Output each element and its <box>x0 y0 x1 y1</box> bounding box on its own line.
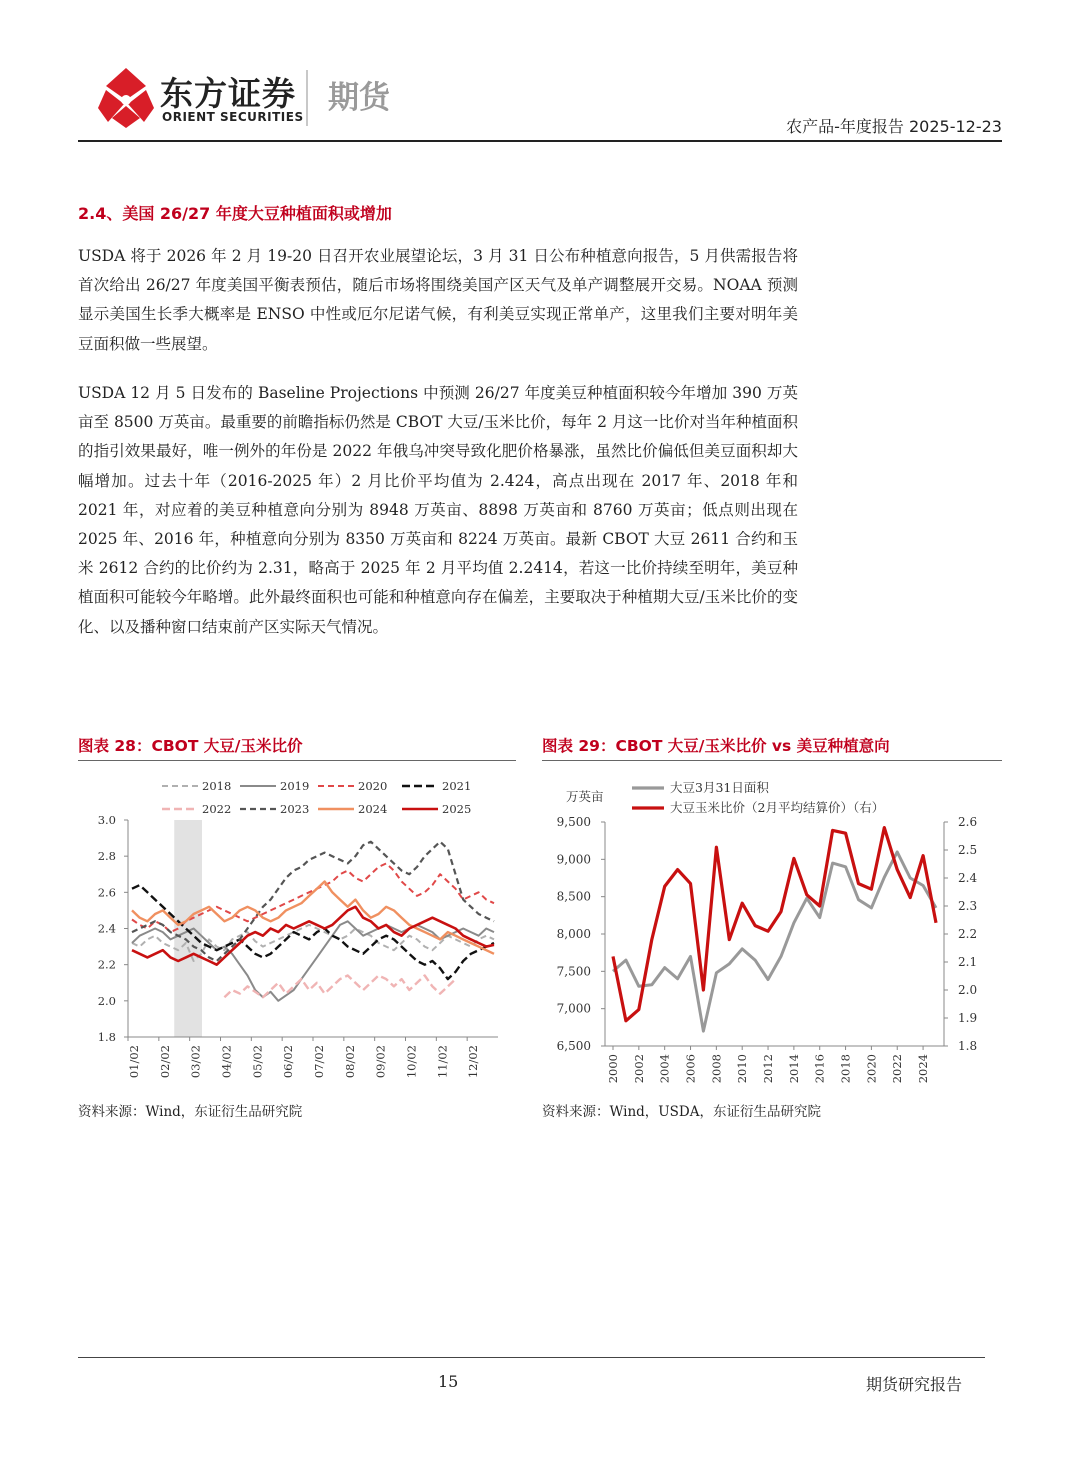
y-right-tick-label: 1.9 <box>958 1011 978 1025</box>
chart-29-plot <box>557 789 978 1083</box>
chart-28-legend <box>162 779 471 816</box>
x-tick-label: 2012 <box>761 1054 776 1084</box>
y-tick-label: 2.0 <box>97 993 116 1008</box>
legend-label-2022: 2022 <box>202 802 232 816</box>
legend-label-2020: 2020 <box>358 779 388 793</box>
y-right-tick-label: 2.4 <box>958 871 978 885</box>
legend-label-2019: 2019 <box>280 779 310 793</box>
header-divider <box>306 70 308 126</box>
y-right-tick-label: 1.8 <box>958 1039 978 1053</box>
x-tick-label: 03/02 <box>188 1045 203 1079</box>
x-tick-label: 2016 <box>812 1054 827 1084</box>
series-line-right <box>613 828 936 1021</box>
x-tick-label: 10/02 <box>404 1045 419 1079</box>
y-left-tick-label: 9,500 <box>556 815 591 829</box>
x-tick-label: 09/02 <box>373 1045 388 1079</box>
x-tick-label: 2000 <box>606 1054 620 1084</box>
chart-29 <box>542 764 1002 1094</box>
x-tick-label: 06/02 <box>281 1045 296 1079</box>
x-tick-label: 04/02 <box>219 1045 234 1079</box>
page-header <box>78 60 1002 142</box>
figure-29-title: 图表 29：CBOT 大豆/玉米比价 vs 美豆种植意向 <box>542 737 890 755</box>
legend-label-2025: 2025 <box>442 802 472 816</box>
y-tick-label: 2.4 <box>97 921 116 936</box>
x-tick-label: 2008 <box>709 1054 724 1084</box>
x-tick-label: 05/02 <box>250 1045 265 1079</box>
legend-label-right: 大豆玉米比价（2月平均结算价）（右） <box>670 800 885 815</box>
y-left-tick-label: 9,000 <box>556 852 591 867</box>
y-right-tick-label: 2.1 <box>958 955 978 969</box>
footer-rule <box>78 1357 985 1358</box>
figure-29-source: 资料来源：Wind，USDA，东证衍生品研究院 <box>542 1104 821 1120</box>
x-tick-label: 2018 <box>838 1054 853 1084</box>
y-tick-label: 3.0 <box>97 813 116 827</box>
report-info: 农产品-年度报告 2025-12-23 <box>786 117 1002 136</box>
paragraph-2: USDA 12 月 5 日发布的 Baseline Projections 中预测 26/27 年度美豆种植面积较今年增加 390 万英亩至 8500 万英亩。最重要的前瞻指标仍然是 CBOT 大豆/玉米比价，每年 2 月这一比价对当年种植面积的指引效果最好，唯一例外的年份是 2022 年俄乌冲突导致化肥价格暴涨，虽然比价偏低但美豆面积却大幅增加。过去十年（2016-2025 年）2 月比价平均值为 2.424，高点出现在 2017 年、2018 年和 2021 年，对应着的美豆种植意向分别为 8948 万英亩、8898 万英亩和 8760 万英亩；低点则出现在 2025 年、2016 年，种植意向分别为 8350 万英亩和 8224 万英亩。最新 CBOT 大豆 2611 合约和玉米 2612 合约的比价约为 2.31，略高于 2025 年 2 月平均值 2.2414，若这一比价持续至明年，美豆种植面积可能较今年略增。此外最终面积也可能和种植意向存在偏差，主要取决于种植期大豆/玉米比价的变化、以及播种窗口结束前产区实际天气情况。 <box>78 384 798 636</box>
figure-28-title: 图表 28：CBOT 大豆/玉米比价 <box>78 737 303 755</box>
y-tick-label: 2.2 <box>97 957 116 972</box>
chart-28 <box>78 764 516 1094</box>
x-tick-label: 2002 <box>631 1054 646 1084</box>
x-tick-label: 2004 <box>657 1054 672 1084</box>
figure-28-rule <box>78 760 516 761</box>
x-tick-label: 02/02 <box>157 1045 172 1079</box>
x-tick-label: 2022 <box>890 1054 905 1084</box>
page-number: 15 <box>438 1372 459 1391</box>
y-unit-left: 万英亩 <box>566 789 604 804</box>
x-tick-label: 01/02 <box>127 1045 141 1079</box>
brand-name-en: ORIENT SECURITIES <box>162 110 304 124</box>
y-left-tick-label: 7,000 <box>556 1001 591 1016</box>
brand-subtitle: 期货 <box>328 80 390 116</box>
x-tick-label: 2014 <box>786 1054 801 1084</box>
y-left-tick-label: 6,500 <box>556 1039 591 1053</box>
y-right-tick-label: 2.3 <box>958 899 978 913</box>
legend-label-2024: 2024 <box>358 802 388 816</box>
brand-name: 东方证券 <box>160 74 296 113</box>
y-right-tick-label: 2.6 <box>958 815 978 829</box>
y-right-tick-label: 2.5 <box>958 843 978 857</box>
x-tick-label: 07/02 <box>312 1045 326 1079</box>
x-tick-label: 2020 <box>864 1054 879 1084</box>
chart-28-plot <box>98 813 498 1078</box>
y-tick-label: 2.6 <box>97 885 116 900</box>
x-tick-label: 2010 <box>735 1054 750 1084</box>
x-tick-label: 12/02 <box>466 1045 481 1079</box>
y-right-tick-label: 2.0 <box>958 983 978 997</box>
footer-label: 期货研究报告 <box>865 1375 962 1394</box>
series-line-2022 <box>224 976 455 998</box>
figure-29-rule <box>542 760 1002 761</box>
y-left-tick-label: 7,500 <box>556 964 591 979</box>
paragraph-1: USDA 将于 2026 年 2 月 19-20 日召开农业展望论坛，3 月 31 日公布种植意向报告，5 月供需报告将首次给出 26/27 年度美国平衡表预估，随后市场将围绕美国产区天气及单产调整展开交易。NOAA 预测显示美国生长季大概率是 ENSO 中性或厄尔尼诺气候，有利美豆实现正常单产，这里我们主要对明年美豆面积做一些展望。 <box>78 247 798 353</box>
x-tick-label: 2006 <box>683 1054 698 1084</box>
legend-label-left: 大豆3月31日面积 <box>670 780 769 795</box>
y-right-tick-label: 2.2 <box>958 927 978 941</box>
figure-28-source: 资料来源：Wind，东证衍生品研究院 <box>78 1104 303 1120</box>
x-tick-label: 11/02 <box>435 1045 450 1079</box>
legend-label-2023: 2023 <box>280 802 310 816</box>
section-title: 2.4、美国 26/27 年度大豆种植面积或增加 <box>78 204 392 223</box>
legend-label-2018: 2018 <box>202 779 232 793</box>
y-tick-label: 1.8 <box>97 1030 116 1044</box>
chart-29-legend <box>632 780 884 815</box>
series-line-left <box>613 852 936 1031</box>
y-left-tick-label: 8,000 <box>556 927 591 941</box>
orient-logo-icon <box>96 66 156 128</box>
x-tick-label: 08/02 <box>342 1045 357 1079</box>
x-tick-label: 2024 <box>916 1054 931 1084</box>
y-tick-label: 2.8 <box>97 849 116 864</box>
legend-label-2021: 2021 <box>442 779 472 793</box>
y-left-tick-label: 8,500 <box>556 889 591 904</box>
shaded-period <box>174 820 202 1037</box>
